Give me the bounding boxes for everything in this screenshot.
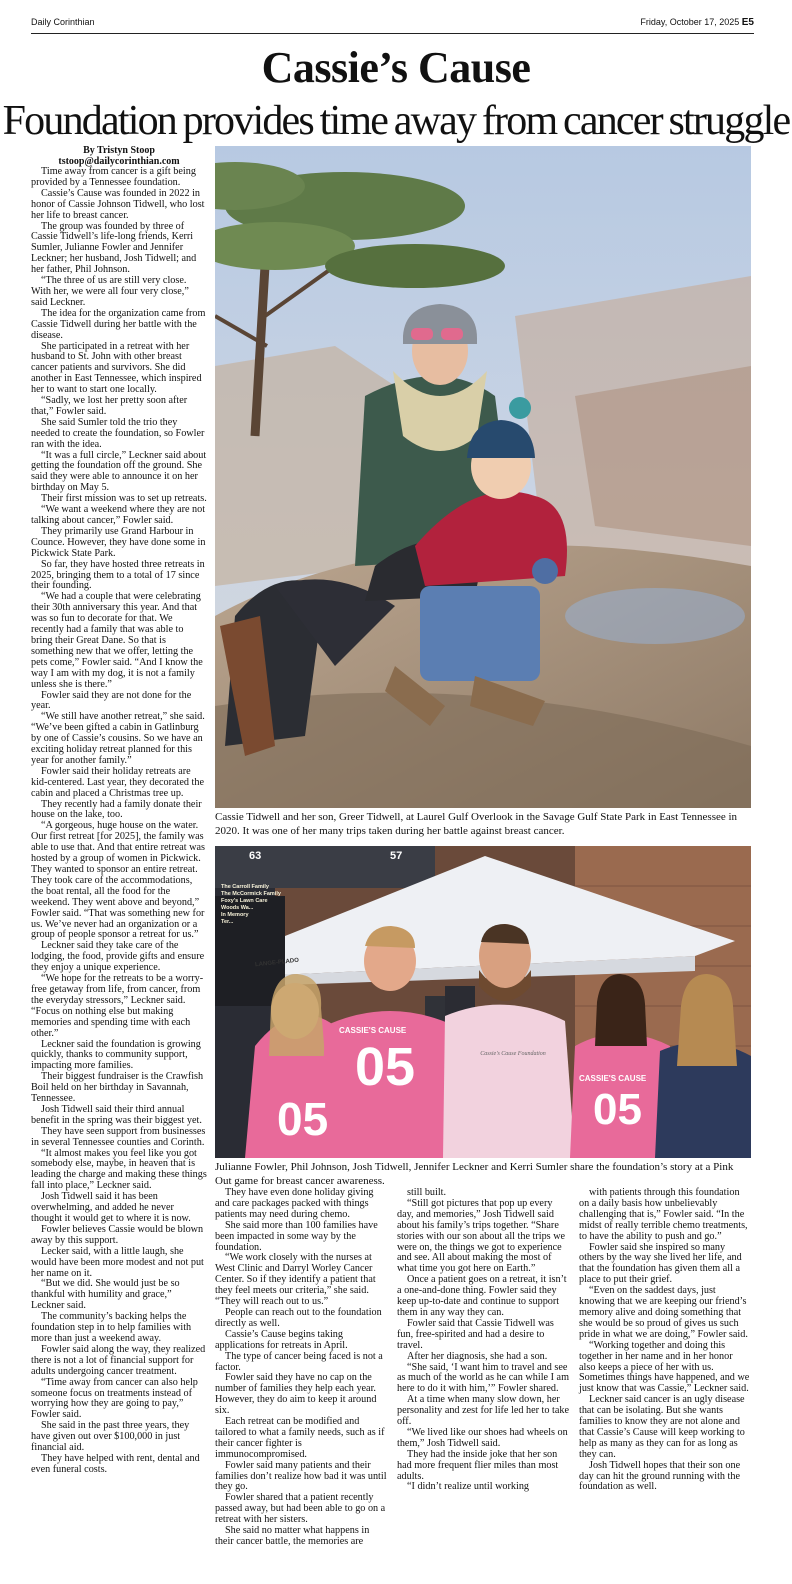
paragraph: Each retreat can be modified and tailored to what a family needs, such as if their cancer fighter is immunocompromised.: [215, 1416, 385, 1460]
paragraph: “We hope for the retreats to be a worry-free getaway from life, from cancer, from the everyday stressors,” Leckner said. “Focus on nothing else but making memories and spending time with each other.”: [31, 973, 204, 1039]
foundation-shirt: Cassie's Cause Foundation: [480, 1051, 546, 1057]
paragraph: “We work closely with the nurses at West Clinic and Darryl Worley Cancer Center. So if they identify a patient that they feel meets our criteria,” she said. “They will reach out to us.”: [215, 1252, 376, 1308]
paragraph: “The three of us are still very close. With her, we were all four very close,” said Leckner.: [31, 275, 189, 308]
paragraph: “We still have another retreat,” she said. “We’ve been gifted a cabin in Gatlinburg by one of Cassie’s cousins. So we have an exciting holiday retreat planned for this year for another family.”: [31, 711, 205, 766]
paragraph: Once a patient goes on a retreat, it isn’t a one-and-done thing. Fowler said they keep up-to-date and continue to support them in any way they can.: [397, 1274, 567, 1318]
paragraph: “We lived like our shoes had wheels on them,” Josh Tidwell said.: [397, 1426, 568, 1449]
photo-group: [215, 846, 751, 1158]
jersey-number-far-left: 05: [277, 1093, 329, 1145]
paragraph: Time away from cancer is a gift being provided by a Tennessee foundation.: [31, 166, 196, 188]
paragraph: Fowler said they have no cap on the number of families they help each year. However, they do aim to keep it around six.: [215, 1372, 377, 1417]
article-column-2: [215, 1188, 387, 1548]
paragraph: “It almost makes you feel like you got somebody else, maybe, in heaven that is leading the charge and making these things fall into place,” Leckner said.: [31, 1147, 207, 1192]
paragraph: The group was founded by three of Cassie Tidwell’s life-long friends, Kerri Sumler, Julianne Fowler and Jennifer Leckner; her husband, Josh Tidwell; and her father, Phil Johnson.: [31, 220, 197, 276]
paragraph: At a time when many slow down, her personality and zest for life led her to take off.: [397, 1394, 569, 1428]
paragraph: “We want a weekend where they are not talking about cancer,” Fowler said.: [31, 504, 206, 526]
jersey-number-right: 05: [593, 1085, 642, 1134]
paragraph: Fowler said they are not done for the year.: [31, 689, 192, 712]
paragraph: still built.: [407, 1187, 447, 1198]
paragraph: The type of cancer being faced is not a factor.: [215, 1350, 383, 1373]
tent-banner: [221, 884, 281, 926]
paragraph: So far, they have hosted three retreats in 2025, bringing them to a total of 17 since their founding.: [31, 558, 205, 592]
photo-overlook-caption: Cassie Tidwell and her son, Greer Tidwell, at Laurel Gulf Overlook in the Savage Gulf State Park in East Tennessee in 2020. It was one of her many trips taken during her battle against breast cancer.: [215, 811, 738, 837]
paragraph: Fowler believes Cassie would be blown away by this support.: [31, 1223, 204, 1246]
scoreboard-left: 63: [249, 850, 262, 862]
scoreboard-right: 57: [390, 850, 403, 862]
paragraph: Cassie’s Cause begins taking applications for retreats in April.: [215, 1328, 348, 1351]
paragraph: They have seen support from businesses in several Tennessee counties and Corinth.: [31, 1125, 206, 1148]
paragraph: Lecker said, with a little laugh, she would have been more modest and not put her name on it.: [31, 1245, 204, 1279]
paragraph: Josh Tidwell said their third annual benefit in the spring was their biggest yet.: [31, 1103, 202, 1126]
shirt-text-right: CASSIE'S CAUSE: [579, 1074, 647, 1083]
paragraph: “It was a full circle,” Leckner said about getting the foundation off the ground. She said they were able to announce it on her birthday on May 5.: [31, 449, 207, 494]
paragraph: Fowler said their holiday retreats are kid-centered. Last year, they decorated the cabin and placed a Christmas tree up.: [31, 765, 204, 799]
byline-email: tstoop@dailycorinthian.com: [58, 156, 180, 167]
jersey-number-left: 05: [355, 1037, 416, 1097]
paragraph: Fowler shared that a patient recently passed away, but had been able to go on a retreat with her sisters.: [215, 1492, 386, 1526]
shirt-text-left: CASSIE'S CAUSE: [339, 1026, 407, 1035]
photo-overlook: [215, 146, 751, 808]
paragraph: Their first mission was to set up retreats.: [41, 493, 207, 505]
paragraph: “But we did. She would just be so thankful with humility and grace,” Leckner said.: [31, 1278, 180, 1312]
paragraph: Their biggest fundraiser is the Crawfish Boil held on her birthday in Savannah, Tennessee.: [31, 1071, 204, 1105]
article-column-3: [397, 1188, 569, 1493]
paragraph: “She said, ‘I want him to travel and see as much of the world as he can while I am here to do it with him,’” Fowler shared.: [397, 1361, 569, 1395]
article-column-1: [31, 145, 207, 1476]
tent-brand: LANGE-PLADO: [254, 957, 300, 969]
paragraph: She said more than 100 families have been impacted in some way by the foundation.: [215, 1219, 378, 1253]
paragraph: She said Sumler told the trio they needed to create the foundation, so Fowler ran with the idea.: [31, 416, 205, 450]
paragraph: Josh Tidwell hopes that their son one day can hit the ground running with the foundation as well.: [579, 1459, 741, 1493]
paragraph: “Time away from cancer can also help someone focus on treatments instead of worrying how they are going to pay,” Fowler said.: [31, 1376, 198, 1421]
paragraph: They have even done holiday giving and care packages packed with things patients may need during chemo.: [215, 1187, 374, 1220]
date-text: Friday, October 17, 2025: [640, 17, 740, 27]
banner-line: Woods Wa...: [221, 905, 254, 911]
paragraph: Leckner said the foundation is growing quickly, thanks to community support, impacting more families.: [31, 1038, 201, 1072]
paragraph: “A gorgeous, huge house on the water. Our first retreat [for 2025], the family was able to use that. And that entire retreat was hosted by a group of women in Pickwick. They wanted to sponsor an entire retreat. They took care of the accommodations, the boat rental, all the food for the weekend. They went above and beyond,” Fowler said. “That was something new for us. We’ve never had an organization or a group of people sponsor a retreat for us.”: [31, 820, 205, 941]
paragraph: “I didn’t realize until working: [407, 1481, 530, 1493]
paragraph: They had the inside joke that her son had more frequent flier miles than most adults.: [397, 1448, 559, 1482]
paragraph: The community’s backing helps the foundation step in to help families with more than just a weekend away.: [31, 1311, 192, 1344]
paragraph: They have helped with rent, dental and even funeral costs.: [31, 1452, 200, 1475]
paragraph: “Still got pictures that pop up every day, and memories,” Josh Tidwell said about his family’s trips together. “Share stories with our son about all the trips we were on, the things we got to experience and see. All about making the most of what time you got here on Earth.”: [397, 1197, 566, 1275]
article-column-4: [579, 1188, 751, 1493]
paragraph: Leckner said they take care of the lodging, the food, provide gifts and ensure they enjoy a unique experience.: [31, 940, 205, 974]
paragraph: with patients through this foundation on a daily basis how unbelievably challenging that is,” Fowler said. “In the midst of really terrible chemo treatments, to have the ability to push and go.”: [579, 1187, 748, 1242]
paragraph: Fowler said that Cassie Tidwell was fun, free-spirited and had a desire to travel.: [397, 1317, 554, 1351]
paragraph: Josh Tidwell said it has been overwhelming, and added he never thought it would get to where it is now.: [31, 1191, 191, 1224]
overlook-illustration: [215, 146, 751, 808]
banner-line: Foxy's Lawn Care: [221, 898, 268, 904]
paragraph: Fowler said many patients and their families don’t realize how bad it was until they go.: [215, 1459, 387, 1493]
page-number: E5: [741, 17, 754, 28]
paper-name: Daily Corinthian: [31, 17, 95, 27]
paragraph: After her diagnosis, she had a son.: [407, 1350, 548, 1362]
banner-line: The McCormick Family: [221, 891, 281, 897]
paragraph: She participated in a retreat with her husband to St. John with other breast cancer patients and survivors. She did another in East Tennessee, which inspired her to want to start one locally.: [31, 340, 202, 396]
paragraph: Leckner said cancer is an ugly disease that can be isolating. But she wants families to know they are not alone and that Cassie’s Cause will keep working to help as many as they can for as long as they can.: [579, 1394, 745, 1460]
paragraph: “Sadly, we lost her pretty soon after that,” Fowler said.: [31, 395, 188, 417]
banner-line: Ter...: [221, 919, 234, 925]
paragraph: They recently had a family donate their house on the lake, too.: [31, 798, 202, 821]
paragraph: People can reach out to the foundation directly as well.: [215, 1306, 382, 1329]
paragraph: “We had a couple that were celebrating their 30th anniversary this year. And that was so fun to decorate for that. We recently had a family that was able to bring their Great Dane. So that is something new that we offer, letting the pets come,” Fowler said. “And I know the way I am with my dog, it is not a family unless she is there.”: [31, 591, 203, 690]
header-rule: [31, 33, 754, 34]
photo-group-caption: Julianne Fowler, Phil Johnson, Josh Tidwell, Jennifer Leckner and Kerri Sumler share the foundation’s story at a Pink Out game for breast cancer awareness.: [215, 1161, 734, 1187]
paragraph: They primarily use Grand Harbour in Counce. However, they have done some in Pickwick State Park.: [31, 525, 206, 559]
paragraph: The idea for the organization came from Cassie Tidwell during her battle with the disease.: [31, 307, 206, 341]
paragraph: “Even on the saddest days, just knowing that we are keeping our friend’s memory alive and doing something that she would be so proud of gives us such pride in what we are doing,” Fowler said.: [579, 1285, 748, 1340]
kicker-title: Cassie’s Cause: [261, 43, 531, 92]
paragraph: She said no matter what happens in their cancer battle, the memories are: [215, 1525, 370, 1547]
paragraph: Fowler said she inspired so many others by the way she lived her life, and that the foundation has given them all a place to put their grief.: [579, 1241, 742, 1286]
banner-line: The Carroll Family: [221, 884, 269, 890]
paragraph: “Working together and doing this together in her name and in her honor also keeps a piece of her with us. Sometimes things have happened, and we just know that was Cassie,” Leckner said.: [579, 1339, 750, 1395]
byline-name: By Tristyn Stoop: [83, 145, 155, 156]
banner-line: In Memory: [221, 912, 249, 918]
paragraph: Cassie’s Cause was founded in 2022 in honor of Cassie Johnson Tidwell, who lost her life to breast cancer.: [31, 187, 205, 221]
header-date: [640, 17, 754, 28]
headline: Foundation provides time away from cancer struggle: [2, 98, 790, 144]
paragraph: She said in the past three years, they have given out over $100,000 in just financial aid.: [31, 1420, 190, 1454]
paragraph: Fowler said along the way, they realized there is not a lot of financial support for adults undergoing cancer treatment.: [31, 1343, 206, 1377]
